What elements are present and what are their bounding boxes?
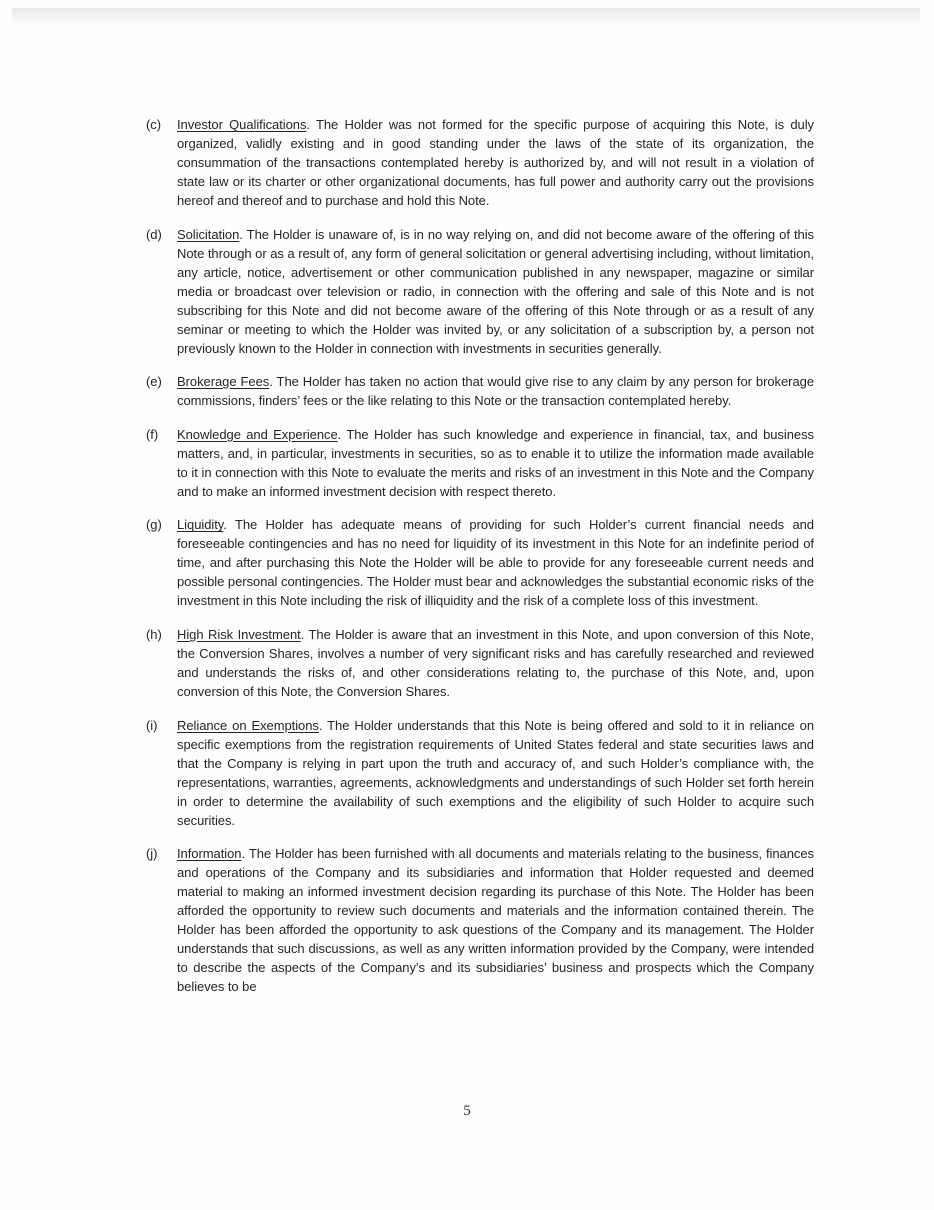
paragraph-text: . The Holder has taken no action that would give rise to any claim by any person for brokerage commissions, finders’ fees or the like relating to this Note or the transaction contemplated hereby.	[177, 374, 815, 409]
paragraph-letter: (e)	[146, 374, 162, 390]
paragraph-text: . The Holder has adequate means of providing for such Holder’s current financial needs and foreseeable contingencies and has no need for liquidity of its investment in this Note for an indefinite period of time, and after purchasing this Note the Holder will be able to provide for any foreseeable current needs and possible personal contingencies. The Holder must bear and acknowledges the substantial economic risks of the investment in this Note including the risk of illiquidity and the risk of a complete loss of this investment.	[177, 517, 814, 609]
paragraph-text: . The Holder is aware that an investment in this Note, and upon conversion of this Note, the Conversion Shares, involves a number of very significant risks and has carefully researched and reviewed and understands the risks of, and other considerations relating to, the purchase of this Note, and, upon conversion of this Note, the Conversion Shares.	[177, 626, 814, 699]
document-body	[146, 115, 814, 1011]
paragraph-text: . The Holder is unaware of, is in no way relying on, and did not become aware of the offering of this Note through or as a result of, any form of general solicitation or general advertising including, without limitation, any article, notice, advertisement or other communication published in any newspaper, magazine or similar media or broadcast over television or radio, in connection with the offering and sale of this Note and is not subscribing for this Note and did not become aware of the offering of this Note through or as a result of any seminar or meeting to which the Holder was invited by, or any solicitation of a subscription by, a person not previously known to the Holder in connection with investments in securities generally.	[177, 226, 814, 356]
paragraph-letter: (h)	[146, 626, 162, 642]
paragraph-heading: Reliance on Exemptions	[177, 717, 319, 733]
paragraph-e	[146, 372, 814, 410]
paragraph-letter: (f)	[146, 426, 159, 442]
paragraph-letter: (c)	[146, 117, 162, 132]
paragraph-text: . The Holder understands that this Note is being offered and sold to it in reliance on specific exemptions from the registration requirements of United States federal and state securities laws and that the Company is relying in part upon the truth and accuracy of, and such Holder’s compliance with, the representations, warranties, agreements, acknowledgments and understandings of such Holder set forth herein in order to determine the availability of such exemptions and the eligibility of such Holder to acquire such securities.	[177, 717, 815, 828]
paragraph-heading: High Risk Investment	[177, 626, 301, 642]
paragraph-h	[146, 625, 814, 701]
scan-edge-shadow	[12, 8, 920, 24]
paragraph-f	[146, 425, 814, 501]
paragraph-heading: Information	[177, 846, 242, 862]
paragraph-letter: (i)	[146, 717, 158, 733]
paragraph-text: . The Holder was not formed for the specific purpose of acquiring this Note, is duly organized, validly existing and in good standing under the laws of the state of its organization, the consummation of the transactions contemplated hereby is authorized by, and will not result in a violation of state law or its charter or other organizational documents, has full power and authority carry out the provisions hereof and thereof and to purchase and hold this Note.	[177, 117, 814, 208]
paragraph-heading: Liquidity	[177, 517, 224, 533]
paragraph-heading: Brokerage Fees	[177, 374, 270, 390]
page-number: 5	[463, 1103, 471, 1119]
paragraph-heading: Solicitation	[177, 226, 240, 242]
paragraph-g	[146, 515, 814, 610]
paragraph-i	[146, 716, 814, 830]
paragraph-heading: Investor Qualifications	[177, 117, 307, 132]
paragraph-c	[146, 115, 814, 210]
paragraph-text: . The Holder has such knowledge and experience in financial, tax, and business matters, and, in particular, investments in securities, so as to enable it to utilize the information made available to it in connection with this Note to evaluate the merits and risks of an investment in this Note and the Company and to make an informed investment decision with respect thereto.	[177, 426, 814, 499]
paragraph-letter: (j)	[146, 846, 158, 862]
paragraph-d	[146, 225, 814, 358]
paragraph-j	[146, 844, 814, 996]
paragraph-letter: (d)	[146, 226, 162, 242]
paragraph-text: . The Holder has been furnished with all documents and materials relating to the business, finances and operations of the Company and its subsidiaries and information that Holder requested and deemed material to making an informed investment decision regarding its purchase of this Note. The Holder has been afforded the opportunity to review such documents and materials and the information contained therein. The Holder has been afforded the opportunity to ask questions of the Company and its management. The Holder understands that such discussions, as well as any written information provided by the Company, were intended to describe the aspects of the Company’s and its subsidiaries’ business and prospects which the Company believes to be	[177, 846, 814, 995]
paragraph-letter: (g)	[146, 517, 162, 533]
paragraph-heading: Knowledge and Experience	[177, 426, 338, 442]
